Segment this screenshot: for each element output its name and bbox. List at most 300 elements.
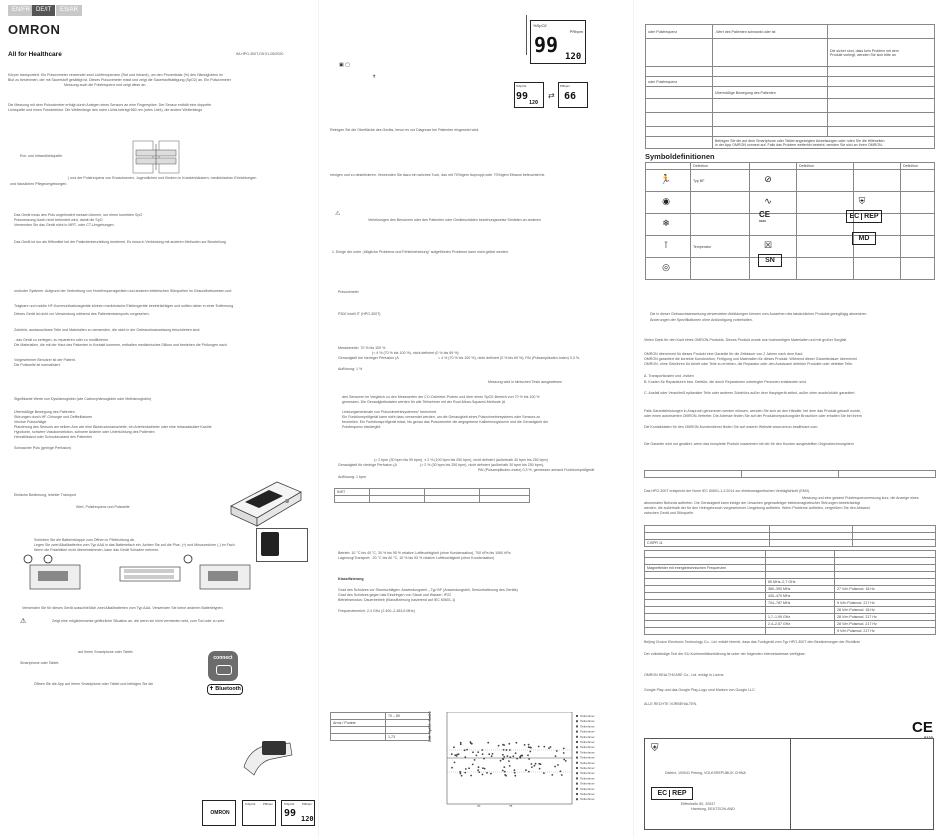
legend-marker <box>576 788 578 790</box>
scatter-point <box>555 755 557 757</box>
spec-text: (= 4 % (70 % bis 100 %), nicht definiert (0 % bis 69 %) <box>372 351 459 355</box>
legend-entry: Teilnehmer <box>580 719 595 724</box>
table-cell: 28 V/m Pulsmod. 217 Hz <box>835 614 936 621</box>
warning-text: Pulsmessung durch nicht behindert wird, damit die SpO <box>14 218 103 222</box>
manufacturer-icon: ⛨ <box>651 743 659 754</box>
display-startup: OMRON <box>202 800 236 826</box>
bluetooth-icon: ✝ <box>372 74 377 80</box>
intended-use-text: ) und der Pulsfrequenz von Erwachsenen, Jugendlichen und Kindern in Krankenhäusern, medizinischen Einrichtungen <box>68 176 257 180</box>
legend-entry: Teilnehmer <box>580 745 595 750</box>
spec-text: Frequenzbereich: 2,4 GHz (2.400–2.483,5 MHz) <box>338 609 415 613</box>
x-tick-label: 75 <box>509 804 513 808</box>
intro-text: Körper transportiert. Ein Pulsoximeter verwendet zwei Lichtfrequenzen (Rot und Infrarot), um den Prozentsatz (%) des Hämoglobins im <box>8 73 223 77</box>
table-cell: -Wert des Patienten schwankt oder ist <box>713 25 828 39</box>
warning-text: Tragbare und mobile HF-Kommunikationsgeräte können medizinische Elektrogeräte beeinträchtigen und sollten daher in einer Entfernung <box>14 304 234 308</box>
ec-rep-icon: EC REP <box>846 210 882 223</box>
spec-text: Messung wird in klinischen Tests ausgewiesen <box>488 380 563 384</box>
spec-text: Genauigkeit für niedrige Perfusion (A <box>338 463 397 467</box>
scatter-point <box>451 753 453 755</box>
legend-entry: Teilnehmer <box>580 781 595 786</box>
scatter-point <box>515 752 517 754</box>
caution-text: Verletzungen des Benutzers oder des Patienten oder Geräteschäden beziehungsweise Schäden an anderen <box>368 218 541 222</box>
scatter-point <box>565 760 567 762</box>
legend-entry: Teilnehmer <box>580 792 595 796</box>
display-main: %SpO2 PRbpm 99 120 <box>530 20 586 64</box>
scatter-point <box>468 767 470 769</box>
scatter-point <box>556 750 558 752</box>
legend-entry: Teilnehmer <box>580 714 595 718</box>
scatter-point <box>525 769 527 771</box>
scatter-point <box>470 741 472 743</box>
warranty-text: A. Transportkosten und -risiken <box>644 374 694 378</box>
spec-text: Ein Funktionsprüfgerät kann nicht dazu verwendet werden, um die Genauigkeit eines Pulsoximetriesystems oder Sensors zu <box>342 415 541 419</box>
scatter-point <box>514 772 516 774</box>
rights-text: ALLE RECHTE VORBEHALTEN. <box>644 702 698 706</box>
limitation-text: Übermäßige Bewegung des Patienten <box>14 410 75 414</box>
table-cell: 1,7–1,99 GHz <box>766 614 835 621</box>
table-header: Definition <box>797 163 854 170</box>
arrow-icon: ⇄ <box>548 91 555 100</box>
declaration-text: Der vollständige Text der EU-Konformitätserklärung ist unter der folgenden Internetadresse verfügbar: <box>644 652 806 656</box>
table-header: Definition <box>691 163 750 170</box>
warranty-text: OMRON garantiert die korrekte Konstruktion, Fertigung und Materialien für dieses Produkt. Während dieser Garantiedauer übernimmt <box>644 357 857 361</box>
scatter-point <box>563 759 565 761</box>
scatter-point <box>460 743 462 745</box>
table-cell: Übermäßige Bewegung des Patienten <box>713 87 828 99</box>
scatter-point <box>530 747 532 749</box>
scatter-point <box>561 774 563 776</box>
page-tagline: All for Healthcare <box>8 51 62 58</box>
scatter-point <box>505 775 507 777</box>
bluetooth-logo: ✝ Bluetooth <box>207 684 243 695</box>
warranty-text: OMRON, ohne Gebühren für Arbeit oder Teile zu erheben, die Reparatur oder den Austausch defekter Produkte oder defekter Teile. <box>644 362 854 366</box>
scatter-point <box>503 756 505 758</box>
emc-text: Messung und eine gesamt Pulsfrequenzmessung kurz, die Anzeige eines <box>802 496 919 500</box>
spec-text: Lagerung/Transport: -20 °C bis 60 °C, 10 % bis 93 % relative Luftfeuchtigkeit (ohne Kondensation) <box>338 556 495 560</box>
warranty-text: Die Kontaktdaten für den OMRON-Kundendienst finden Sie auf unserer Website www.omron-healthcare.com. <box>644 425 819 429</box>
spec-text: P300 Intelli IT (HPO-300T) <box>338 312 381 316</box>
scatter-point <box>472 751 474 753</box>
battery-instruction: Legen Sie zwei Alkalibatterien vom Typ AAA in das Batteriefach ein. Achten Sie auf die Plus- (+) und Minuszeichen (-) im Fach. <box>34 543 236 547</box>
spec-text: (= 2 bpm (30 bpm bis 99 bpm), ± 2 % (100 bpm bis 250 bpm), nicht definiert (außerhalb 30 bpm bis 250 bpm) <box>374 458 548 462</box>
ec-rep-address: Hamburg, DEUTSCHLAND <box>691 807 735 811</box>
legend-marker <box>576 746 578 748</box>
limitation-text: Platzierung des Sensors am selben Arm wie eine Blutdruckmanschette, ein Arterienkatheter oder eine Intravaskuläre Kanüle <box>14 425 212 429</box>
y-axis-label: Diff. SpO2–SaO2 <box>427 711 432 742</box>
omron-connect-app-icon: connect <box>208 651 238 681</box>
scatter-point <box>476 755 478 757</box>
type-bf-icon: 🏃 <box>660 174 672 184</box>
legend-entry: Teilnehmer <box>580 797 595 802</box>
legend-marker <box>576 798 578 800</box>
document-id: IM-HPO-300T-D5·01-05/2020 <box>236 52 284 56</box>
intended-use-text: und häuslichen Pflegeumgebungen. <box>10 182 68 186</box>
spec-text: = 4 % (70 % bis 100 %), nicht definiert (0 % bis 69 %), PAI (Pulsamplituden-Index) 0,3 %, <box>438 356 581 360</box>
scatter-point <box>512 755 514 757</box>
manufacturer-box <box>644 738 934 830</box>
scatter-point <box>486 772 488 774</box>
scatter-point <box>474 759 476 761</box>
scatter-point <box>548 747 550 749</box>
spec-text: PAI (Pulsamplituden-Index) 0,3 %, gemessen anhand Funktionsprüfgerät <box>478 468 595 472</box>
scatter-point <box>460 742 462 744</box>
no-alarm-icon: ⊘ <box>764 174 772 184</box>
scatter-point <box>528 758 530 760</box>
table-cell: 1,73 <box>386 734 430 741</box>
accuracy-table <box>330 712 430 741</box>
legend-entry: Teilnehmer <box>580 786 595 791</box>
table-cell: Temperatur <box>691 236 750 258</box>
table-cell <box>766 607 835 614</box>
scatter-point <box>477 751 479 753</box>
warning-text: Vorgesehener Benutzer ist der Patient. <box>14 358 76 362</box>
table-cell: in der App OMRON connect auf. Falls das Problem weiterhin besteht, wenden Sie sich an Ihren OMRON- <box>715 142 883 147</box>
scatter-point <box>482 774 484 776</box>
app-instruction: auf Ihrem Smartphone oder Tablet. <box>78 650 134 654</box>
scatter-point <box>563 748 565 750</box>
feature-text: Einfache Bedienung, leichter Transport <box>14 493 76 497</box>
legend-marker <box>576 741 578 743</box>
spec-text: Leistungsmerkmale von Pulsoximetriesystemen“ berechnet. <box>342 410 438 414</box>
battery-instruction: Wenn die Polaritäten nicht übereinstimmen, kann das Gerät Schaden nehmen. <box>34 548 160 552</box>
tab-es-ar[interactable]: ES/AR <box>56 5 82 16</box>
scatter-point <box>482 767 484 769</box>
warning-text: Das Gerät muss den Puls ungehindert messen können, um einen korrekten SpO <box>14 213 143 217</box>
scatter-point <box>521 755 523 757</box>
intro-text: Messung auch die Pulsfrequenz und zeigt diese an. <box>64 83 147 87</box>
scatter-point <box>478 766 480 768</box>
table-cell: 70 – 80 <box>386 713 430 720</box>
legend-entry: Teilnehmer <box>580 760 595 765</box>
spec-text: gemessen. Die Genauigkeitsdaten werden für alle Teilnehmer mit der Root-Mean-Squared-Methode (A <box>342 400 506 404</box>
scatter-point <box>563 752 565 754</box>
limitation-text: Venöse Pulsschläge <box>14 420 47 424</box>
spec-table <box>334 488 530 503</box>
note-text: Die in dieser Gebrauchsanweisung verwendeten Abbildungen können vom Aussehen des tatsächlichen Produkts geringfügig abweichen. <box>650 312 868 316</box>
warning-text: Die Pulswelle ist normalisiert. <box>14 363 61 367</box>
warning-text: - das Gerät zu zerlegen, zu reparieren oder zu modifizieren. <box>14 338 110 342</box>
scatter-point <box>538 746 540 748</box>
scatter-point <box>529 751 531 753</box>
scatter-point <box>516 742 518 744</box>
scatter-point <box>516 758 518 760</box>
scatter-point <box>466 749 468 751</box>
section-heading-symbols: Symboldefinitionen <box>645 152 715 161</box>
ce-mark-icon: CE 0123 <box>759 210 771 223</box>
scatter-point <box>498 745 500 747</box>
tab-de-it[interactable]: DE/IT <box>32 5 55 16</box>
pulse-wave-icon: ∿ <box>764 196 772 206</box>
scatter-point <box>528 746 530 748</box>
scatter-point <box>464 756 466 758</box>
emc-text: abnormalen Befunds auftreten. Die Genauigkeit kann infolge der Ursachen gegenwärtiger elektromagnetischer Störungen beeinträchtigt <box>644 501 861 505</box>
scatter-point <box>459 771 461 773</box>
warranty-text: Vielen Dank für den Kauf eines OMRON-Produkts. Dieses Produkt wurde aus hochwertigen Materialien und mit großer Sorgfalt <box>644 338 847 342</box>
table-cell: 704–787 MHz <box>766 600 835 607</box>
spec-text: Grad des Schutzes gegen das Eindringen von Staub und Wasser: IP22 <box>338 593 452 597</box>
battery-instruction: Schieben Sie die Batterieklappe zum Öffnen in Pfeilrichtung ab. <box>34 538 136 542</box>
scatter-point <box>488 753 490 755</box>
spec-text: (= 2 % (30 bpm bis 250 bpm), nicht definiert (außerhalb 30 bpm bis 250 bpm), <box>420 463 544 467</box>
spec-text: Genauigkeit bei niedriger Perfusion (A <box>338 356 399 360</box>
legend-entry: Teilnehmer <box>580 724 595 729</box>
license-text: OMRON HEALTHCARE Co., Ltd. erfolgt in Lizenz. <box>644 673 725 677</box>
scatter-point <box>453 746 455 748</box>
legend-marker <box>576 725 578 727</box>
ec-rep-icon: EC REP <box>651 787 693 800</box>
table-cell: Typ BF <box>691 170 750 192</box>
declaration-text: Beijing Choice Electronic Technology Co., Ltd. erklärt hiermit, dass das Funkgerät vom Typ HPO-300T den Bestimmungen der Richtlinie <box>644 640 861 644</box>
legend-marker <box>576 757 578 759</box>
spec-text: den Sensoren im Vergleich zu den Messwerten der CO-Oximeter-Proben und über einen SpO2-Bereich von 70 % bis 100 % <box>342 395 540 399</box>
warranty-text: Die Garantie wird nur gewährt, wenn das komplette Produkt zusammen mit der für den Kunden ausgestellten Originalrechnung/dem <box>644 442 854 446</box>
warning-text: Dieses Gerät ist nicht zur Verwendung während des Patiententransports vorgesehen. <box>14 312 150 316</box>
emc-text: zwischen Gerät und Störquelle. <box>644 511 694 515</box>
scatter-point <box>482 753 484 755</box>
limitation-text: Herzstillstand oder Schockzustand des Patienten <box>14 435 93 439</box>
battery-warning: Verwenden Sie für dieses Gerät ausschließlich zwei Alkalibatterien vom Typ AAA. Verwenden Sie keine anderen Batterietypen. <box>22 606 224 610</box>
scatter-plot <box>427 711 617 810</box>
scatter-point <box>527 754 529 756</box>
limitation-text: Schwacher Puls (geringe Perfusion) <box>14 446 72 450</box>
scatter-point <box>531 766 533 768</box>
spec-text: Betriebsmodus: Dauerbetrieb (Klassifizierung basierend auf IEC 60601-1) <box>338 598 456 602</box>
scatter-point <box>490 773 492 775</box>
legend-entry: Teilnehmer <box>580 755 595 760</box>
scatter-point <box>500 760 502 762</box>
intro-text: Die Messung mit dem Pulsoximeter erfolgt durch Anlegen eines Sensors an eine Fingerspitze. Der Sensor enthält eine doppelte <box>8 103 212 107</box>
battery-illustration <box>20 553 310 593</box>
scatter-point <box>543 746 545 748</box>
scatter-point <box>470 775 472 777</box>
medical-device-icon: MD <box>852 232 876 245</box>
warranty-text: C. Ausfall oder Verschleiß epitaxialer Teile oder anderen Zubehörs außer dem Hauptgerät selbst, außer oben ausdrücklich garantiert. <box>644 391 856 395</box>
table-cell: oder Pulsfrequenz <box>646 25 713 39</box>
legend-entry: Teilnehmer <box>580 750 595 755</box>
symbol-table <box>645 162 935 280</box>
scatter-point <box>519 757 521 759</box>
callout-line <box>526 15 527 55</box>
troubleshooting-table <box>645 24 935 149</box>
spec-text: Betrieb: 10 °C bis 40 °C, 30 % bis 95 % relative Luftfeuchtigkeit (ohne Kondensation), 700 hPa bis 1060 hPa <box>338 551 511 555</box>
scatter-point <box>504 771 506 773</box>
note-text: Änderungen der Spezifikationen ohne Ankündigung vorbehalten. <box>650 318 753 322</box>
scatter-point <box>509 765 511 767</box>
scatter-point <box>472 764 474 766</box>
scatter-point <box>528 771 530 773</box>
table-cell: 380–390 MHz <box>766 586 835 593</box>
scatter-point <box>514 769 516 771</box>
device-illustration <box>225 468 305 528</box>
table-cell: Magnetfelder mit energietechnischen Frequenzen <box>645 565 766 572</box>
classification-heading: Klassifizierung <box>338 577 364 581</box>
display-result: %SpO2 PRbpm 99 120 <box>281 800 315 826</box>
weee-icon: ☒ <box>763 240 773 250</box>
spec-text: Auflösung: 1 bpm <box>338 475 366 479</box>
app-instruction: Öffnen Sie die App auf Ihrem Smartphone oder Tablet und befolgen Sie die <box>34 682 154 686</box>
legend-entry: Teilnehmer <box>580 729 595 734</box>
trademark-text: Google Play und das Google Play-Logo sind Marken von Google LLC. <box>644 688 756 692</box>
intro-text: Blut zu bestimmen, der mit Sauerstoff gesättigt ist. Dieses Pulsoximeter misst und zeigt die Sauerstoffsättigung (SpO2) an. Ein Pulsoximeter <box>8 78 231 82</box>
legend-marker <box>576 777 578 779</box>
scatter-point <box>502 754 504 756</box>
scatter-point <box>502 758 504 760</box>
scatter-point <box>514 775 516 777</box>
trouble-text: 1. Einige der unter „Mögliche Probleme und Fehlerbehebung“ aufgeführten Probleme kann nicht gelöst werden. <box>332 250 510 254</box>
legend-entry: Teilnehmer <box>580 740 595 744</box>
legend-marker <box>576 736 578 738</box>
limitation-text: Störungen durch HF-Chirurgie und Defibrillatoren <box>14 415 93 419</box>
ip22-icon: ❄ <box>662 218 670 228</box>
scatter-point <box>483 758 485 760</box>
warranty-text: oder einen autorisierten OMRON-Vertreter. Die Adresse finden Sie auf der Produktverpackung/der Broschüre oder erhalten Sie bei Ihrem <box>644 414 862 418</box>
table-cell: CISPR 11 <box>645 540 770 547</box>
manufacturer-icon: ⛨ <box>858 196 866 206</box>
sensor-diagram <box>132 140 180 174</box>
scatter-point <box>550 746 552 748</box>
scatter-point <box>560 770 562 772</box>
scatter-point <box>487 742 489 744</box>
column-divider <box>633 0 634 837</box>
legend-marker <box>576 793 578 795</box>
scatter-point <box>454 762 456 764</box>
table-cell: 2,4–2,57 GHz <box>766 621 835 628</box>
scatter-point <box>464 772 466 774</box>
emc-text: werden, die außerhalb der für den Heimgebrauch vorgesehenen Umgebung auftreten. Wenn Probleme auftreten, vergrößern Sie den Abstand <box>644 506 870 510</box>
legend-marker <box>576 767 578 769</box>
emc-table-2 <box>644 525 936 547</box>
table-cell: Befolgen Sie die auf dem Smartphone oder Tablet angezeigten Anweisungen oder rufen Sie die Hilfeseiten <box>715 138 885 143</box>
spec-text: Grad des Schutzes vor Stromschlägen: Anwendungsteil – Typ BF (Anwendungsteil, Sensorhalterung des Geräts) <box>338 588 518 592</box>
scatter-point <box>528 744 530 746</box>
warranty-text: OMRON übernimmt für dieses Produkt eine Garantie für die Zeitdauer von 2 Jahren nach dem Kauf. <box>644 352 804 356</box>
scatter-point <box>461 775 463 777</box>
table-cell: 9 V/m Pulsmod. 217 Hz <box>835 600 936 607</box>
warranty-text: Falls Garantieleistungen in Anspruch genommen werden müssen, wenden Sie sich an den Händler, bei dem das Produkt gekauft wurde, <box>644 409 861 413</box>
scatter-point <box>484 768 486 770</box>
legend-entry: Teilnehmer <box>580 766 595 770</box>
scatter-point <box>507 755 509 757</box>
cleaning-text: Reinigen Sie die Oberfläche des Geräts, bevor es zur Diagnose bei Patienten eingesetzt wird. <box>330 128 480 132</box>
scatter-point <box>503 749 505 751</box>
table-cell: 28 V/m Pulsmod. 18 Hz <box>835 607 936 614</box>
legend-entry: Teilnehmer <box>580 734 595 739</box>
scatter-point <box>506 749 508 751</box>
scatter-point <box>460 773 462 775</box>
scatter-point <box>464 749 466 751</box>
table-cell: 80 MHz–2,7 GHz <box>766 579 835 586</box>
battery-icon: ▣ ▢ <box>339 62 350 68</box>
display-orientation-2: PRbpm 66 <box>558 82 588 108</box>
table-cell: Die sicher sind, dass kein Problem mit dem <box>830 48 899 53</box>
scatter-point <box>509 749 511 751</box>
scatter-point <box>508 743 510 745</box>
serial-number-icon: SN <box>758 254 782 267</box>
finger-insertion-illustration <box>240 737 300 777</box>
scatter-point <box>477 769 479 771</box>
warning-text: Die Materialien, die mit der Haut des Patienten in Kontakt kommen, enthalten medizinisches Silikon und bestehen die Prüfungen nach <box>14 343 227 347</box>
table-cell: INST <box>335 489 370 496</box>
scatter-point <box>451 767 453 769</box>
scatter-point <box>456 754 458 756</box>
follow-instructions-icon: ◉ <box>662 196 670 206</box>
scatter-point <box>524 744 526 746</box>
warning-text: Zubehör, austauschbare Teile und Materialien zu verwenden, die nicht in der Gebrauchsanweisung beschrieben sind. <box>14 328 201 332</box>
spec-text: Messbereich: 70 % bis 100 % <box>338 346 386 350</box>
scatter-point <box>454 754 456 756</box>
table-cell: Produkt vorliegt, wenden Sie sich bitte an <box>830 52 896 57</box>
table-cell: 28 V/m Pulsmod. 217 Hz <box>835 621 936 628</box>
scatter-point <box>538 763 540 765</box>
scatter-point <box>543 772 545 774</box>
scatter-point <box>481 749 483 751</box>
scatter-point <box>539 768 541 770</box>
scatter-point <box>557 764 559 766</box>
scatter-point <box>478 771 480 773</box>
emc-table-3 <box>644 550 936 635</box>
table-cell: 9 V/m Pulsmod. 217 Hz <box>835 628 936 635</box>
legend-marker <box>576 715 578 717</box>
table-cell: Arms / Punkte <box>331 720 386 727</box>
spec-text: Pulsfrequenz wiedergibt. <box>342 425 382 429</box>
humidity-icon: ◎ <box>662 262 670 272</box>
scatter-point <box>509 756 511 758</box>
table-cell <box>766 628 835 635</box>
feature-text: Wert, Pulsfrequenz und Pulswelle <box>76 505 130 509</box>
scatter-point <box>492 753 494 755</box>
emc-text: Das HPO-300T entspricht der Norm IEC 60601-1-2:2014 zur elektromagnetischen Verträglichkeit (EMV). <box>644 489 811 493</box>
legend-marker <box>576 731 578 733</box>
limitation-text: Signifikante Werte von Dyshämoglobin (wie Carboxyhämoglobin oder Methämoglobin) <box>14 397 152 401</box>
scatter-point <box>551 774 553 776</box>
app-instruction: Smartphone oder Tablet. <box>20 661 60 665</box>
legend-entry: Teilnehmer <box>580 771 595 776</box>
ec-rep-address: Eiffestraße 80, 20537 <box>681 802 716 806</box>
scatter-point <box>534 765 536 767</box>
column-divider <box>318 0 319 837</box>
scatter-point <box>502 744 504 746</box>
warning-icon: ⚠ <box>20 618 27 625</box>
legend-marker <box>576 772 578 774</box>
table-cell: 430–470 MHz <box>766 593 835 600</box>
scatter-point <box>503 766 505 768</box>
temperature-icon: ⊺ <box>663 240 669 250</box>
table-cell: 27 V/m Pulsmod. 18 Hz <box>835 586 936 593</box>
legend-marker <box>576 762 578 764</box>
scatter-point <box>465 768 467 770</box>
warning-text: Das Gerät ist nur als Hilfsmittel bei der Patientenbeurteilung bestimmt. Es muss in Verbindung mit anderen Methoden zur Beurteilung <box>14 240 226 244</box>
x-tick-label: 70 <box>477 804 481 808</box>
legend-entry: Teilnehmer <box>580 776 595 781</box>
tab-en-fr[interactable]: EN/FR <box>8 5 34 16</box>
brand-logo: OMRON <box>8 22 61 37</box>
legend-marker <box>576 751 578 753</box>
scatter-point <box>531 763 533 765</box>
legend-marker <box>576 720 578 722</box>
table-cell: oder Pulsfrequenz <box>646 77 713 87</box>
limitation-text: Hypotonie, schwere Vasokonstriktion, schwere Anämie oder Unterkühlung des Patienten <box>14 430 155 434</box>
ce-mark: CE 0123 <box>912 719 933 740</box>
manufacturer-address: District, 100041 Peking, VOLKSREPUBLIK CHINA <box>665 771 746 775</box>
legend-marker <box>576 783 578 785</box>
scatter-point <box>554 766 556 768</box>
emc-table-1 <box>644 470 936 478</box>
scatter-point <box>535 763 537 765</box>
warning-definition: Zeigt eine möglicherweise gefährliche Situation an, die wenn sie nicht vermieden wird, zum Tod oder zu sehr <box>52 619 225 623</box>
warning-text: Verwenden Sie das Gerät nicht in MRT- oder CT-Umgebungen. <box>14 223 115 227</box>
disinfect-text: reinigen und zu desinfizieren. Verwenden Sie dazu ein weiches Tuch, das mit 70%igem Isopropyl oder 70%igem Ethanol befeuchtet ist. <box>330 173 546 177</box>
display-measuring: %SpO2 PRbpm <box>242 800 276 826</box>
